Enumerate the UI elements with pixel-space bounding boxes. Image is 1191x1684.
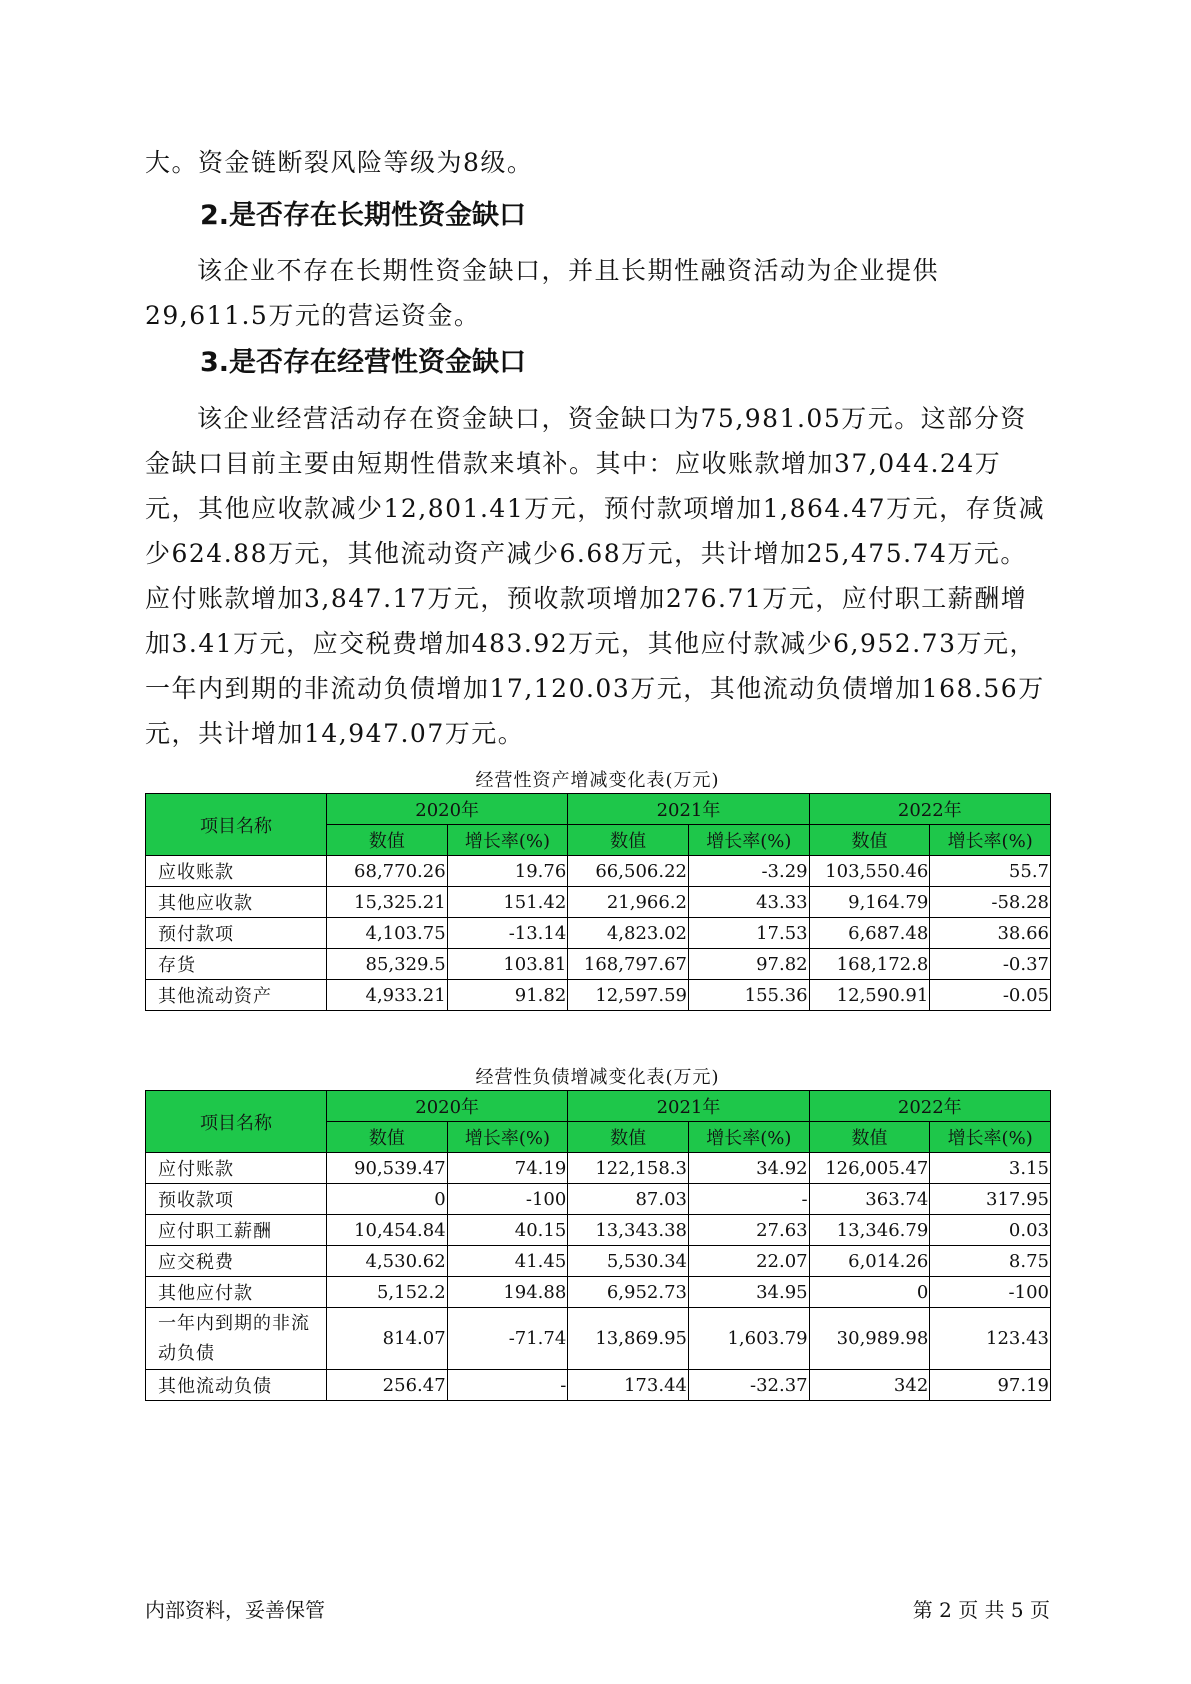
operating-assets-table: [145, 793, 1051, 1011]
cell: 13,346.79: [809, 1215, 930, 1246]
cell: 0: [327, 1184, 448, 1215]
table-row: [146, 1184, 1051, 1215]
cell: 40.15: [447, 1215, 568, 1246]
cell: 30,989.98: [809, 1308, 930, 1370]
cell: 4,823.02: [568, 918, 689, 949]
header-value: 数值: [568, 825, 689, 856]
cell: 74.19: [447, 1153, 568, 1184]
table-row: [146, 1246, 1051, 1277]
cell: -58.28: [930, 887, 1051, 918]
heading-long-term-gap: 2.是否存在长期性资金缺口: [200, 200, 527, 231]
cell: 168,797.67: [568, 949, 689, 980]
table-row: [146, 856, 1051, 887]
table-row: [146, 1277, 1051, 1308]
header-year-2022: 2022年: [809, 1091, 1050, 1122]
table-row: [146, 1153, 1051, 1184]
cell: 17.53: [688, 918, 809, 949]
cell: 97.19: [930, 1370, 1051, 1401]
table-row: [146, 980, 1051, 1011]
cell: 122,158.3: [568, 1153, 689, 1184]
cell: -0.05: [930, 980, 1051, 1011]
cell: 4,103.75: [327, 918, 448, 949]
cell: 15,325.21: [327, 887, 448, 918]
cell: 55.7: [930, 856, 1051, 887]
table-caption-liabilities: 经营性负债增减变化表(万元): [475, 1067, 720, 1088]
cell: -100: [930, 1277, 1051, 1308]
cell: 27.63: [688, 1215, 809, 1246]
cell: 5,152.2: [327, 1277, 448, 1308]
row-label: 其他流动负债: [146, 1370, 327, 1401]
header-value: 数值: [327, 1122, 448, 1153]
header-rate: 增长率(%): [688, 825, 809, 856]
cell: -32.37: [688, 1370, 809, 1401]
header-year-2021: 2021年: [568, 1091, 809, 1122]
row-label: 其他应付款: [146, 1277, 327, 1308]
cell: 13,343.38: [568, 1215, 689, 1246]
cell: -3.29: [688, 856, 809, 887]
row-label: 应交税费: [146, 1246, 327, 1277]
cell: 814.07: [327, 1308, 448, 1370]
paragraph-operating-gap: 该企业经营活动存在资金缺口，资金缺口为75,981.05万元。这部分资金缺口目前主要由短期性借款来填补。其中：应收账款增加37,044.24万元，其他应收款减少12,801.41万元，预付款项增加1,864.47万元，存货减少624.88万元，其他流动资产减少6.68万元，共计增加25,475.74万元。应付账款增加3,847.17万元，预收款项增加276.71万元，应付职工薪酬增加3.41万元，应交税费增加483.92万元，其他应付款减少6,952.73万元，一年内到期的非流动负债增加17,120.03万元，其他流动负债增加168.56万元，共计增加14,947.07万元。: [145, 404, 1046, 748]
heading-operating-gap: 3.是否存在经营性资金缺口: [200, 347, 527, 378]
header-rate: 增长率(%): [688, 1122, 809, 1153]
cell: 97.82: [688, 949, 809, 980]
header-value: 数值: [568, 1122, 689, 1153]
row-label: 其他应收款: [146, 887, 327, 918]
cell: -71.74: [447, 1308, 568, 1370]
row-label: 预收款项: [146, 1184, 327, 1215]
cell: 6,687.48: [809, 918, 930, 949]
cell: 0: [809, 1277, 930, 1308]
table-row: [146, 1308, 1051, 1370]
cell: 6,014.26: [809, 1246, 930, 1277]
row-label: 应付职工薪酬: [146, 1215, 327, 1246]
header-year-2022: 2022年: [809, 794, 1050, 825]
row-label: 一年内到期的非流动负债: [146, 1308, 327, 1370]
header-value: 数值: [809, 825, 930, 856]
cell: 363.74: [809, 1184, 930, 1215]
cell: 3.15: [930, 1153, 1051, 1184]
cell: 87.03: [568, 1184, 689, 1215]
cell: 173.44: [568, 1370, 689, 1401]
cell: -: [447, 1370, 568, 1401]
cell: -100: [447, 1184, 568, 1215]
operating-liabilities-table: [145, 1090, 1051, 1401]
cell: 123.43: [930, 1308, 1051, 1370]
cell: 34.95: [688, 1277, 809, 1308]
page-number: 第 2 页 共 5 页: [912, 1598, 1050, 1622]
table-row: [146, 1215, 1051, 1246]
header-rate: 增长率(%): [447, 1122, 568, 1153]
header-value: 数值: [809, 1122, 930, 1153]
cell: 155.36: [688, 980, 809, 1011]
cell: 10,454.84: [327, 1215, 448, 1246]
cell: -13.14: [447, 918, 568, 949]
cell: 8.75: [930, 1246, 1051, 1277]
header-rate: 增长率(%): [447, 825, 568, 856]
cell: 38.66: [930, 918, 1051, 949]
cell: 90,539.47: [327, 1153, 448, 1184]
cell: 126,005.47: [809, 1153, 930, 1184]
row-label: 其他流动资产: [146, 980, 327, 1011]
cell: 5,530.34: [568, 1246, 689, 1277]
cell: 43.33: [688, 887, 809, 918]
cell: 66,506.22: [568, 856, 689, 887]
cell: 4,933.21: [327, 980, 448, 1011]
header-year-2020: 2020年: [327, 794, 568, 825]
cell: 168,172.8: [809, 949, 930, 980]
cell: 68,770.26: [327, 856, 448, 887]
cell: 12,590.91: [809, 980, 930, 1011]
cell: 22.07: [688, 1246, 809, 1277]
row-label: 应收账款: [146, 856, 327, 887]
cell: 1,603.79: [688, 1308, 809, 1370]
cell: 91.82: [447, 980, 568, 1011]
cell: -0.37: [930, 949, 1051, 980]
cell: 19.76: [447, 856, 568, 887]
header-item-name: 项目名称: [146, 1091, 327, 1153]
cell: 12,597.59: [568, 980, 689, 1011]
paragraph-long-term-gap: 该企业不存在长期性资金缺口，并且长期性融资活动为企业提供29,611.5万元的营运资金。: [145, 256, 940, 330]
cell: 0.03: [930, 1215, 1051, 1246]
cell: 9,164.79: [809, 887, 930, 918]
cell: 6,952.73: [568, 1277, 689, 1308]
cell: 41.45: [447, 1246, 568, 1277]
cell: 34.92: [688, 1153, 809, 1184]
header-value: 数值: [327, 825, 448, 856]
cell: 342: [809, 1370, 930, 1401]
row-label: 存货: [146, 949, 327, 980]
header-rate: 增长率(%): [930, 1122, 1051, 1153]
cell: 103.81: [447, 949, 568, 980]
table-header-row: [146, 794, 1051, 825]
cell: 21,966.2: [568, 887, 689, 918]
cell: 4,530.62: [327, 1246, 448, 1277]
cell: 85,329.5: [327, 949, 448, 980]
cell: 103,550.46: [809, 856, 930, 887]
row-label: 应付账款: [146, 1153, 327, 1184]
table-row: [146, 1370, 1051, 1401]
table-row: [146, 918, 1051, 949]
footer-confidential-note: 内部资料，妥善保管: [145, 1598, 325, 1622]
row-label: 预付款项: [146, 918, 327, 949]
table-row: [146, 887, 1051, 918]
cell: 13,869.95: [568, 1308, 689, 1370]
table-header-row: [146, 1091, 1051, 1122]
cell: 151.42: [447, 887, 568, 918]
cell: 317.95: [930, 1184, 1051, 1215]
header-rate: 增长率(%): [930, 825, 1051, 856]
paragraph-risk-level: 大。资金链断裂风险等级为8级。: [145, 148, 534, 177]
header-year-2020: 2020年: [327, 1091, 568, 1122]
cell: 194.88: [447, 1277, 568, 1308]
table-caption-assets: 经营性资产增减变化表(万元): [475, 770, 720, 791]
header-year-2021: 2021年: [568, 794, 809, 825]
cell: 256.47: [327, 1370, 448, 1401]
header-item-name: 项目名称: [146, 794, 327, 856]
table-row: [146, 949, 1051, 980]
cell: -: [688, 1184, 809, 1215]
